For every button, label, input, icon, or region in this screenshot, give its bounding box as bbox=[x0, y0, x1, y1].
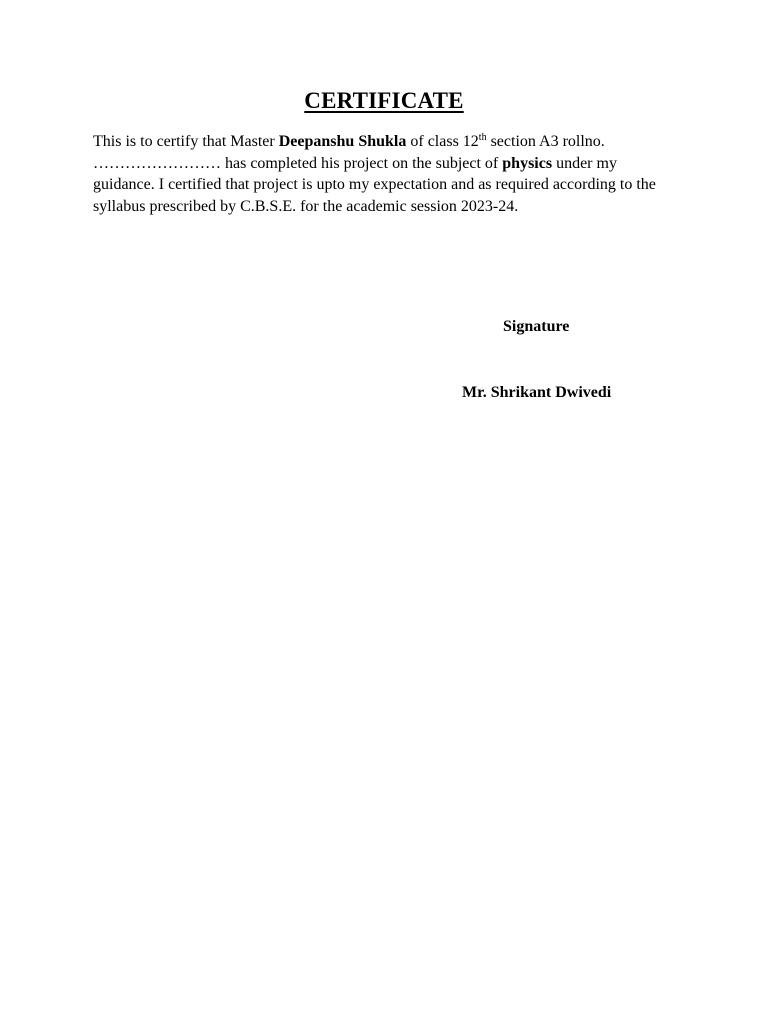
rollno-blank: …………………… bbox=[93, 154, 221, 172]
certificate-body bbox=[93, 131, 661, 217]
section-text: section A3 rollno. bbox=[486, 133, 605, 150]
completed-text: has completed his project on the subject of bbox=[221, 154, 503, 172]
class-text: of class 12 bbox=[406, 133, 479, 150]
rest-text: under my guidance. I certified that project is upto my expectation and as required according to the syllabus prescribed by C.B.S.E. for the academic session 2023-24. bbox=[93, 154, 656, 215]
signature-label: Signature bbox=[503, 318, 570, 335]
subject-name: physics bbox=[502, 154, 553, 172]
class-suffix: th bbox=[478, 132, 487, 143]
teacher-name: Mr. Shrikant Dwivedi bbox=[462, 384, 612, 401]
intro-text: This is to certify that Master bbox=[93, 133, 279, 150]
certificate-title: CERTIFICATE bbox=[304, 88, 464, 113]
student-name: Deepanshu Shukla bbox=[278, 133, 407, 150]
